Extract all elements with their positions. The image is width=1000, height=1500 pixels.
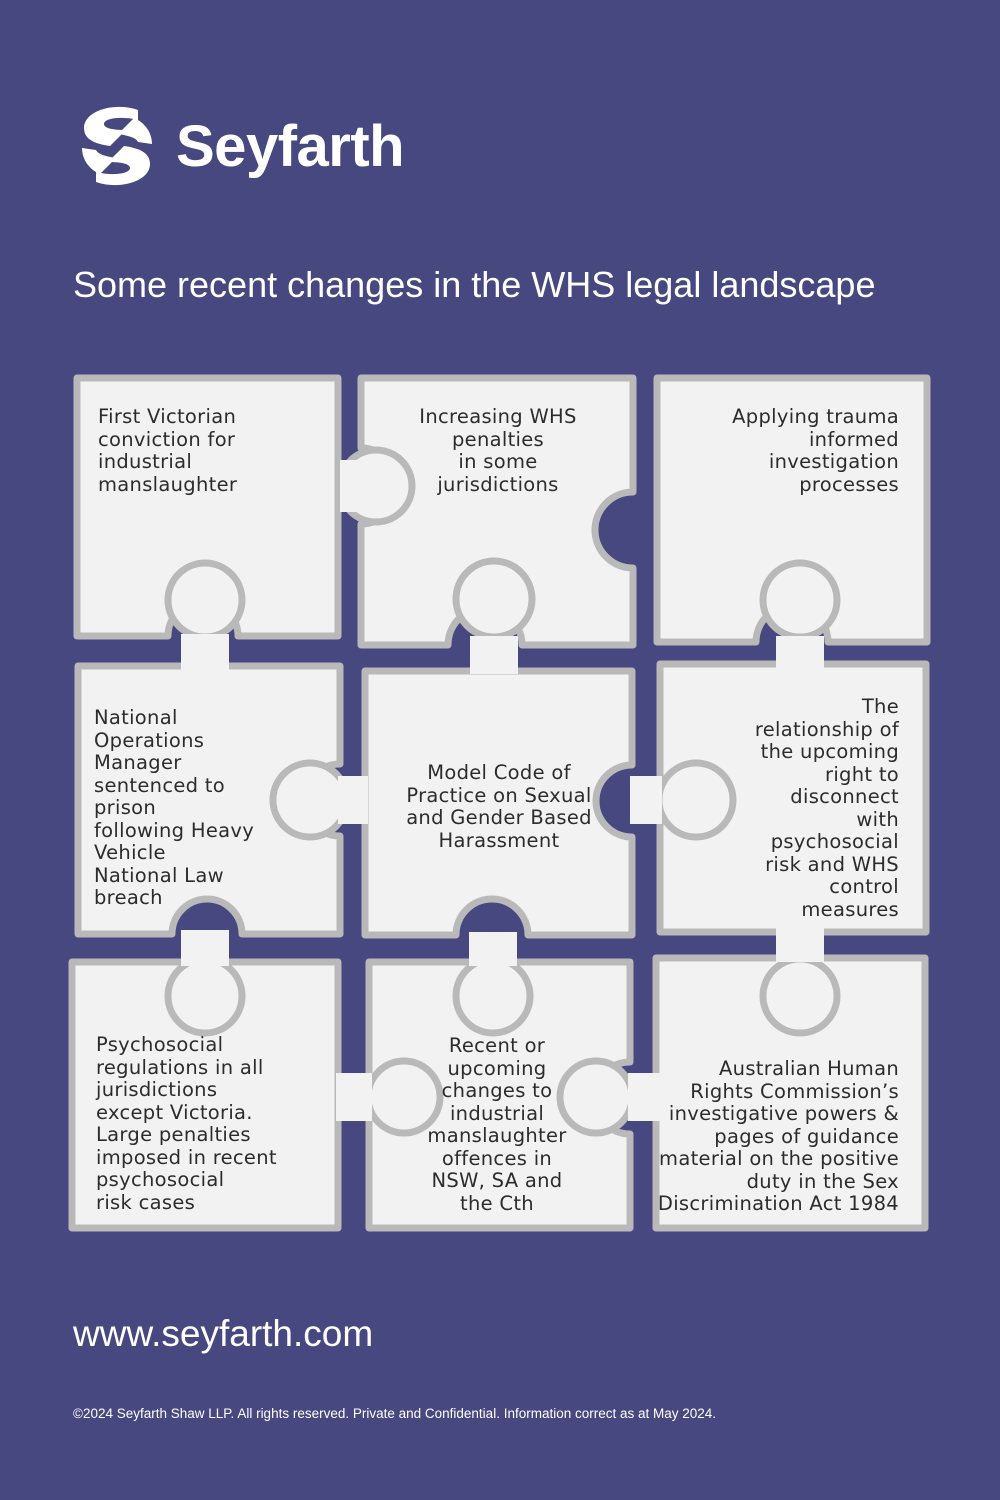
website-link[interactable]: www.seyfarth.com (73, 1313, 374, 1354)
puzzle-knob (763, 563, 837, 637)
piece-text: Psychosocial regulations in all jurisdictions except Victoria. Large penalties imposed in recent psychosocial risk cases (96, 1033, 277, 1214)
piece-text: Recent or upcoming changes to industrial manslaughter offences in NSW, SA and the Cth (427, 1034, 567, 1215)
piece-text: First Victorian conviction for industrial manslaughter (98, 405, 238, 496)
puzzle-knob (168, 563, 242, 637)
puzzle-knob (456, 959, 530, 1033)
piece-text: Increasing WHS penalties in some jurisdictions (419, 405, 577, 496)
piece-text: Model Code of Practice on Sexual and Gender Based Harassment (406, 761, 592, 852)
puzzle-knob (273, 763, 347, 837)
puzzle-knob (763, 959, 837, 1033)
puzzle-knob (456, 561, 532, 637)
piece-text: Applying trauma informed investigation processes (732, 405, 899, 496)
piece-text: National Operations Manager sentenced to prison following Heavy Vehicle National Law breach (94, 706, 255, 909)
piece-text: Australian Human Rights Commission’s investigative powers & pages of guidance material on the positive duty in the Sex Discrimination Act 1984 (657, 1057, 899, 1215)
page-title: Some recent changes in the WHS legal landscape (73, 264, 876, 305)
puzzle-knob (168, 959, 242, 1033)
piece-text: The relationship of the upcoming right to disconnect with psychosocial risk and WHS control measures (754, 695, 899, 921)
brand-name: Seyfarth (176, 113, 405, 179)
footer-copyright: ©2024 Seyfarth Shaw LLP. All rights reserved. Private and Confidential. Information correct as at May 2024. (73, 1406, 717, 1421)
